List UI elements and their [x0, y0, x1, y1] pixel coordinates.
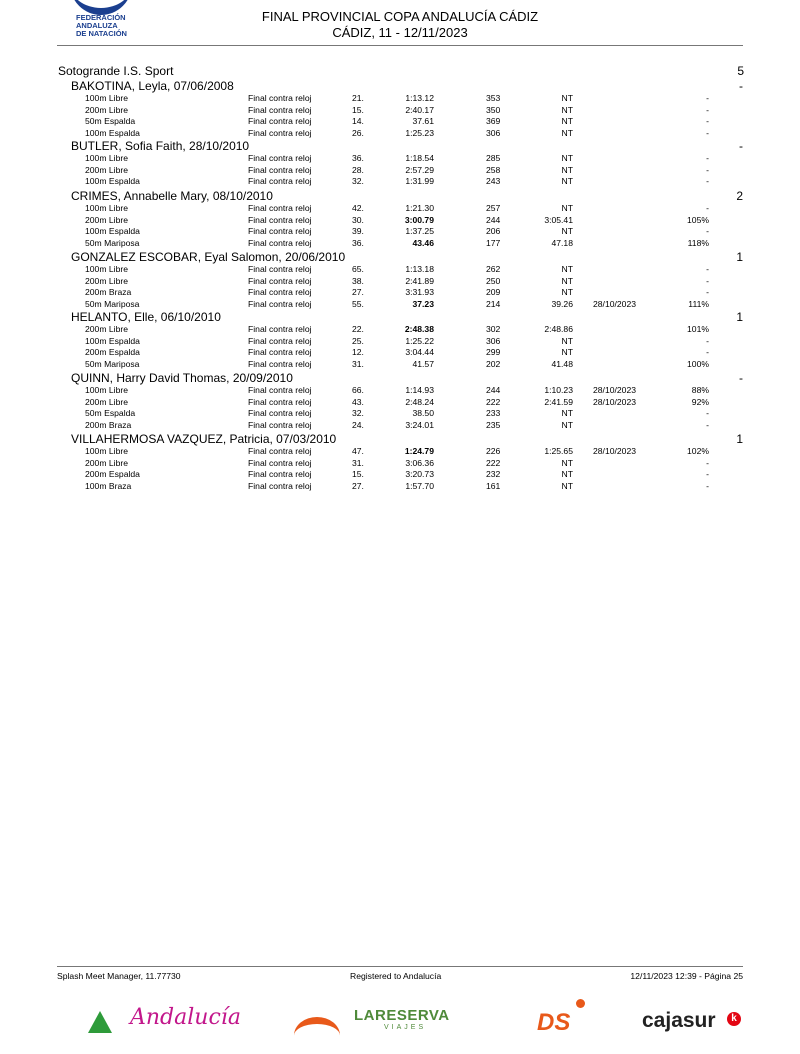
event-name: 50m Mariposa — [85, 298, 140, 309]
swim-time: 1:24.79 — [404, 446, 434, 456]
athlete-marker: - — [739, 79, 743, 93]
percent: - — [706, 419, 709, 430]
result-row — [0, 420, 800, 432]
event-name: 50m Espalda — [85, 408, 136, 418]
percent: 105% — [687, 214, 709, 225]
place: 30. — [352, 214, 364, 225]
cajasur-k-icon: k — [727, 1012, 741, 1026]
result-row — [0, 385, 800, 397]
result-row — [0, 469, 800, 481]
swirl-icon — [294, 1017, 340, 1054]
round-type: Final contra reloj — [248, 275, 312, 286]
event-name: 200m Braza — [85, 419, 132, 430]
percent: 100% — [687, 358, 709, 369]
place: 22. — [352, 324, 364, 334]
result-row — [0, 116, 800, 128]
club-heading — [58, 64, 744, 78]
place: 15. — [352, 469, 364, 479]
percent: 111% — [688, 298, 709, 309]
round-type: Final contra reloj — [248, 176, 312, 186]
swim-time: 2:40.17 — [405, 104, 434, 115]
result-row — [0, 408, 800, 420]
percent: - — [706, 93, 709, 103]
points: 306 — [486, 127, 501, 138]
sponsor-lareserva-sub: VIAJES — [384, 1024, 427, 1031]
place: 42. — [352, 203, 364, 213]
place: 65. — [352, 264, 364, 274]
event-name: 50m Espalda — [85, 116, 136, 126]
swim-time: 1:25.22 — [405, 335, 434, 346]
result-row — [0, 226, 800, 238]
swim-time: 37.23 — [412, 298, 434, 309]
entry-time: NT — [561, 104, 573, 115]
result-row — [0, 481, 800, 493]
round-type: Final contra reloj — [248, 287, 312, 297]
athlete-heading — [71, 250, 743, 264]
round-type: Final contra reloj — [248, 104, 312, 115]
event-name: 100m Espalda — [85, 176, 140, 186]
result-row — [0, 128, 800, 140]
result-row — [0, 359, 800, 371]
event-name: 100m Libre — [85, 385, 128, 395]
percent: 101% — [687, 324, 709, 334]
round-type: Final contra reloj — [248, 214, 312, 225]
entry-time: NT — [561, 264, 573, 274]
points: 206 — [486, 226, 501, 236]
points: 299 — [486, 347, 501, 357]
result-row — [0, 458, 800, 470]
entry-time: 41.48 — [551, 358, 573, 369]
percent: - — [706, 127, 709, 138]
swim-time: 37.61 — [412, 116, 434, 126]
entry-time: 1:10.23 — [544, 385, 573, 395]
andalucia-a-icon — [88, 1011, 112, 1033]
swim-time: 3:31.93 — [405, 287, 434, 297]
round-type: Final contra reloj — [248, 335, 312, 346]
swim-time: 38.50 — [412, 408, 434, 418]
club-name: Sotogrande I.S. Sport — [58, 64, 174, 78]
result-row — [0, 264, 800, 276]
percent: 92% — [691, 396, 709, 407]
athlete-name: CRIMES, Annabelle Mary, 08/10/2010 — [71, 189, 273, 203]
athlete-heading — [71, 189, 743, 203]
round-type: Final contra reloj — [248, 457, 312, 468]
points: 226 — [486, 446, 501, 456]
swim-time: 1:13.12 — [405, 93, 434, 103]
percent: - — [706, 203, 709, 213]
header-divider — [57, 45, 743, 46]
athlete-name: QUINN, Harry David Thomas, 20/09/2010 — [71, 371, 293, 385]
entry-time: NT — [561, 480, 573, 491]
event-name: 200m Espalda — [85, 347, 140, 357]
entry-time: NT — [561, 116, 573, 126]
athlete-name: VILLAHERMOSA VAZQUEZ, Patricia, 07/03/2010 — [71, 432, 337, 446]
swim-time: 2:48.24 — [405, 396, 434, 407]
athlete-heading — [71, 310, 743, 324]
footer-software: Splash Meet Manager, 11.77730 — [57, 971, 181, 981]
sponsor-bar — [0, 1005, 800, 1036]
swim-time: 1:13.18 — [405, 264, 434, 274]
result-row — [0, 299, 800, 311]
points: 222 — [486, 396, 501, 407]
meet-date-location: CÁDIZ, 11 - 12/11/2023 — [332, 25, 468, 40]
points: 258 — [486, 164, 501, 175]
entry-time: NT — [561, 203, 573, 213]
entry-time: NT — [561, 408, 573, 418]
place: 28. — [352, 164, 364, 175]
points: 285 — [486, 153, 501, 163]
entry-time: NT — [561, 335, 573, 346]
athlete-marker: - — [739, 371, 743, 385]
swim-time: 3:24.01 — [405, 419, 434, 430]
points: 232 — [486, 469, 501, 479]
result-row — [0, 93, 800, 105]
swim-time: 1:21.30 — [405, 203, 434, 213]
place: 39. — [352, 226, 364, 236]
logo-line-1: FEDERACIÓN — [76, 13, 126, 22]
swim-time: 3:06.36 — [405, 457, 434, 468]
percent: 88% — [691, 385, 709, 395]
percent: - — [706, 104, 709, 115]
points: 244 — [486, 214, 501, 225]
round-type: Final contra reloj — [248, 324, 312, 334]
entry-time: NT — [561, 287, 573, 297]
round-type: Final contra reloj — [248, 347, 312, 357]
athlete-name: GONZALEZ ESCOBAR, Eyal Salomon, 20/06/2010 — [71, 250, 346, 264]
percent: - — [706, 469, 709, 479]
round-type: Final contra reloj — [248, 469, 312, 479]
event-name: 200m Libre — [85, 396, 128, 407]
place: 32. — [352, 408, 364, 418]
event-name: 100m Libre — [85, 153, 128, 163]
event-name: 200m Libre — [85, 164, 128, 175]
logo-line-3: DE NATACIÓN — [76, 29, 127, 38]
swim-time: 1:31.99 — [405, 176, 434, 186]
percent: - — [706, 480, 709, 491]
result-row — [0, 276, 800, 288]
points: 214 — [486, 298, 501, 309]
place: 32. — [352, 176, 364, 186]
percent: - — [706, 116, 709, 126]
percent: - — [706, 226, 709, 236]
percent: 102% — [687, 446, 709, 456]
logo-line-2: ANDALUZA — [76, 21, 118, 30]
round-type: Final contra reloj — [248, 203, 312, 213]
round-type: Final contra reloj — [248, 127, 312, 138]
entry-date: 28/10/2023 — [593, 298, 637, 309]
points: 306 — [486, 335, 501, 346]
percent: - — [706, 457, 709, 468]
points: 177 — [486, 237, 501, 248]
result-row — [0, 153, 800, 165]
event-name: 200m Libre — [85, 457, 128, 468]
swim-time: 1:14.93 — [405, 385, 434, 395]
event-name: 100m Espalda — [85, 335, 140, 346]
points: 161 — [486, 480, 501, 491]
swim-time: 2:48.38 — [404, 324, 434, 334]
swim-time: 1:37.25 — [405, 226, 434, 236]
event-name: 200m Braza — [85, 287, 132, 297]
place: 27. — [352, 480, 364, 491]
event-name: 100m Espalda — [85, 226, 140, 236]
swim-time: 2:41.89 — [405, 275, 434, 286]
athlete-heading — [71, 79, 743, 93]
percent: - — [706, 275, 709, 286]
swim-time: 41.57 — [412, 358, 434, 369]
percent: - — [706, 264, 709, 274]
club-count: 5 — [737, 64, 744, 78]
place: 36. — [352, 153, 364, 163]
round-type: Final contra reloj — [248, 385, 312, 395]
percent: - — [706, 347, 709, 357]
event-name: 100m Libre — [85, 446, 128, 456]
entry-time: 2:48.86 — [544, 324, 573, 334]
swim-time: 1:18.54 — [405, 153, 434, 163]
round-type: Final contra reloj — [248, 480, 312, 491]
entry-time: NT — [561, 275, 573, 286]
entry-time: NT — [561, 347, 573, 357]
entry-time: NT — [561, 226, 573, 236]
points: 209 — [486, 287, 501, 297]
round-type: Final contra reloj — [248, 419, 312, 430]
footer-page-info: 12/11/2023 12:39 - Página 25 — [630, 971, 743, 981]
meet-title: FINAL PROVINCIAL COPA ANDALUCÍA CÁDIZ — [261, 9, 539, 24]
percent: - — [706, 153, 709, 163]
round-type: Final contra reloj — [248, 153, 312, 163]
athlete-marker: 1 — [736, 432, 743, 446]
entry-time: NT — [561, 176, 573, 186]
round-type: Final contra reloj — [248, 237, 312, 248]
round-type: Final contra reloj — [248, 396, 312, 407]
sponsor-ds: DS — [537, 1009, 571, 1036]
sponsor-cajasur: cajasur — [642, 1009, 716, 1032]
athlete-heading — [71, 371, 743, 385]
entry-time: NT — [561, 153, 573, 163]
round-type: Final contra reloj — [248, 116, 312, 126]
points: 250 — [486, 275, 501, 286]
swim-time: 2:57.29 — [405, 164, 434, 175]
percent: 118% — [687, 237, 709, 248]
place: 14. — [352, 116, 364, 126]
ds-dot-icon — [576, 999, 585, 1008]
swim-time: 1:57.70 — [405, 480, 434, 491]
entry-time: 1:25.65 — [544, 446, 573, 456]
points: 222 — [486, 457, 501, 468]
athlete-name: BAKOTINA, Leyla, 07/06/2008 — [71, 79, 234, 93]
event-name: 100m Libre — [85, 93, 128, 103]
event-name: 200m Libre — [85, 214, 128, 225]
entry-time: NT — [561, 127, 573, 138]
entry-time: NT — [561, 469, 573, 479]
result-row — [0, 165, 800, 177]
points: 257 — [486, 203, 501, 213]
round-type: Final contra reloj — [248, 93, 312, 103]
result-row — [0, 176, 800, 188]
round-type: Final contra reloj — [248, 298, 312, 309]
athlete-marker: 1 — [736, 310, 743, 324]
points: 235 — [486, 419, 501, 430]
sponsor-andalucia: Andalucía — [130, 1005, 241, 1030]
event-name: 200m Libre — [85, 275, 128, 286]
event-name: 200m Libre — [85, 104, 128, 115]
percent: - — [706, 408, 709, 418]
place: 26. — [352, 127, 364, 138]
athlete-name: BUTLER, Sofia Faith, 28/10/2010 — [71, 139, 250, 153]
event-name: 50m Mariposa — [85, 358, 140, 369]
points: 302 — [486, 324, 501, 334]
round-type: Final contra reloj — [248, 446, 312, 456]
round-type: Final contra reloj — [248, 226, 312, 236]
swim-time: 1:25.23 — [405, 127, 434, 138]
entry-time: NT — [561, 164, 573, 175]
event-name: 200m Libre — [85, 324, 128, 334]
points: 202 — [486, 358, 501, 369]
entry-time: 3:05.41 — [544, 214, 573, 225]
entry-time: 47.18 — [551, 237, 573, 248]
round-type: Final contra reloj — [248, 358, 312, 369]
entry-time: 39.26 — [551, 298, 573, 309]
event-name: 50m Mariposa — [85, 237, 140, 248]
swim-time: 3:00.79 — [404, 214, 434, 225]
athlete-marker: 2 — [736, 189, 743, 203]
place: 55. — [352, 298, 364, 309]
round-type: Final contra reloj — [248, 264, 312, 274]
place: 66. — [352, 385, 364, 395]
entry-time: 2:41.59 — [544, 396, 573, 407]
place: 47. — [352, 446, 364, 456]
swim-time: 3:04.44 — [405, 347, 434, 357]
athlete-marker: 1 — [736, 250, 743, 264]
entry-date: 28/10/2023 — [593, 446, 637, 456]
event-name: 100m Espalda — [85, 127, 140, 138]
percent: - — [706, 335, 709, 346]
entry-date: 28/10/2023 — [593, 396, 637, 407]
athlete-name: HELANTO, Elle, 06/10/2010 — [71, 310, 221, 324]
result-row — [0, 397, 800, 409]
points: 369 — [486, 116, 501, 126]
event-name: 100m Libre — [85, 264, 128, 274]
athlete-heading — [71, 139, 743, 153]
entry-date: 28/10/2023 — [593, 385, 637, 395]
athlete-marker: - — [739, 139, 743, 153]
page-title — [0, 9, 800, 41]
result-row — [0, 287, 800, 299]
entry-time: NT — [561, 419, 573, 430]
swim-time: 3:20.73 — [405, 469, 434, 479]
points: 243 — [486, 176, 501, 186]
event-name: 100m Braza — [85, 480, 132, 491]
entry-time: NT — [561, 93, 573, 103]
result-row — [0, 347, 800, 359]
result-row — [0, 215, 800, 227]
result-row — [0, 238, 800, 250]
place: 15. — [352, 104, 364, 115]
place: 31. — [352, 358, 364, 369]
athlete-heading — [71, 432, 743, 446]
percent: - — [706, 176, 709, 186]
place: 25. — [352, 335, 364, 346]
place: 38. — [352, 275, 364, 286]
points: 350 — [486, 104, 501, 115]
points: 353 — [486, 93, 501, 103]
percent: - — [706, 287, 709, 297]
swim-time: 43.46 — [412, 237, 434, 248]
place: 21. — [352, 93, 364, 103]
entry-time: NT — [561, 457, 573, 468]
result-row — [0, 446, 800, 458]
place: 27. — [352, 287, 364, 297]
place: 36. — [352, 237, 364, 248]
footer-registered: Registered to Andalucía — [350, 971, 442, 981]
result-row — [0, 336, 800, 348]
sponsor-lareserva: LARESERVA — [354, 1007, 450, 1024]
place: 43. — [352, 396, 364, 407]
result-row — [0, 203, 800, 215]
place: 24. — [352, 419, 364, 430]
result-row — [0, 105, 800, 117]
points: 262 — [486, 264, 501, 274]
place: 31. — [352, 457, 364, 468]
round-type: Final contra reloj — [248, 408, 312, 418]
event-name: 200m Espalda — [85, 469, 140, 479]
footer-divider — [57, 966, 743, 967]
round-type: Final contra reloj — [248, 164, 312, 175]
event-name: 100m Libre — [85, 203, 128, 213]
result-row — [0, 324, 800, 336]
points: 233 — [486, 408, 501, 418]
percent: - — [706, 164, 709, 175]
points: 244 — [486, 385, 501, 395]
place: 12. — [352, 347, 364, 357]
